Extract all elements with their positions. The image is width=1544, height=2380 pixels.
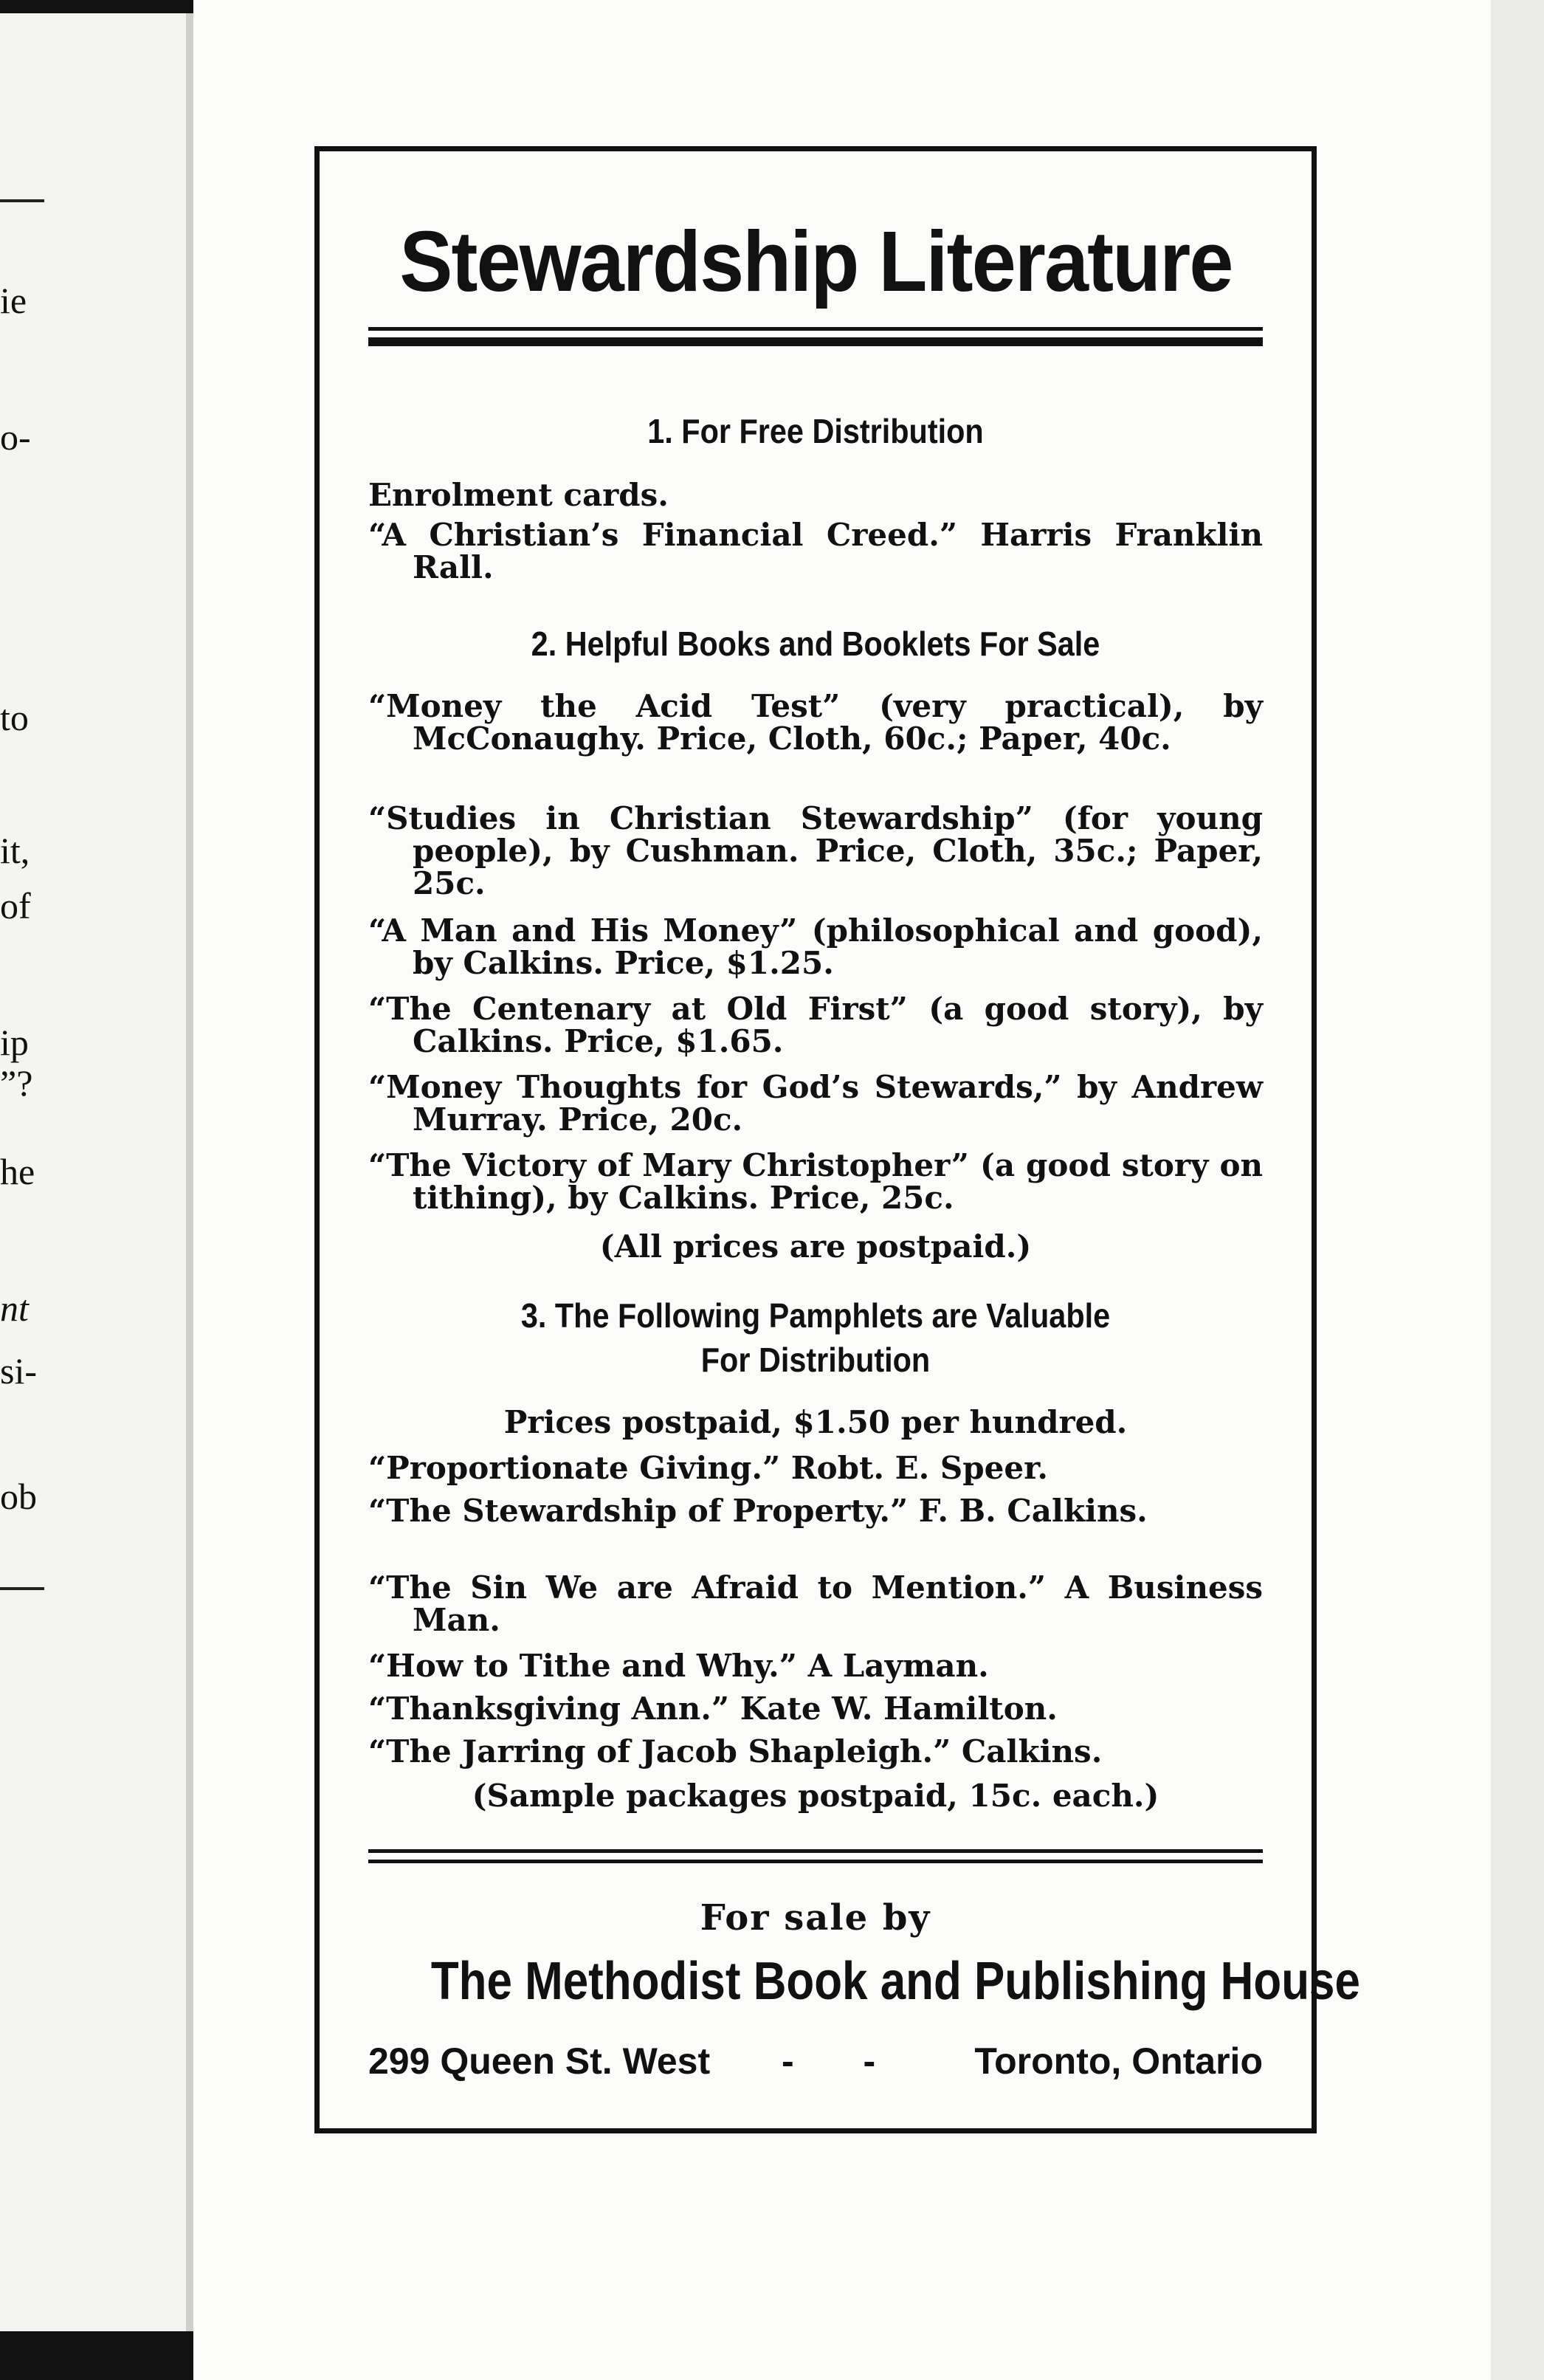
list-item: “A Man and His Money” (philosophical and good), by Calkins. Price, $1.25. (368, 912, 1263, 981)
list-item: “Thanksgiving Ann.” Kate W. Hamilton. (368, 1691, 1058, 1727)
page-title: Stewardship Literature (399, 213, 1233, 309)
left-fragment: ie (0, 280, 27, 321)
prices-note: (All prices are postpaid.) (599, 1228, 1032, 1265)
address-separator: - - (782, 2040, 906, 2082)
section-3-heading-line-2: For Distribution (700, 1341, 931, 1379)
left-fragment: he (0, 1151, 35, 1192)
section-3-heading: 3. The Following Pamphlets are Valuable (520, 1296, 1111, 1335)
facing-page (0, 13, 193, 2331)
list-item: “A Christian’s Financial Creed.” Harris Franklin Rall. (368, 517, 1263, 585)
footer-rule-top (368, 1849, 1263, 1853)
list-item: “Proportionate Giving.” Robt. E. Speer. (368, 1450, 1048, 1486)
list-item: “Money the Acid Test” (very practical), by McConaughy. Price, Cloth, 60c.; Paper, 40c. (368, 688, 1263, 757)
publisher-name: The Methodist Book and Publishing House (430, 1952, 1360, 2011)
advertisement-frame (314, 146, 1360, 2133)
list-item: “The Stewardship of Property.” F. B. Calkins. (368, 1493, 1148, 1529)
left-fragment: ip (0, 1022, 29, 1063)
page-edge (1491, 0, 1544, 2380)
list-item: “The Sin We are Afraid to Mention.” A Business Man. (368, 1569, 1263, 1638)
sample-packages-note: (Sample packages postpaid, 15c. each.) (472, 1778, 1159, 1814)
left-fragment: o- (0, 416, 31, 458)
left-rule-top (0, 199, 44, 202)
list-item: “Money Thoughts for God’s Stewards,” by Andrew Murray. Price, 20c. (368, 1069, 1263, 1138)
list-item: Enrolment cards. (368, 477, 669, 513)
list-item: “How to Tithe and Why.” A Layman. (368, 1648, 989, 1684)
left-fragment: ”? (0, 1062, 33, 1104)
left-fragment: to (0, 697, 29, 738)
section-2-heading: 2. Helpful Books and Booklets For Sale (531, 625, 1100, 663)
left-fragment: it, (0, 830, 30, 871)
left-fragment: of (0, 885, 31, 926)
city: Toronto, Ontario (974, 2040, 1263, 2082)
left-rule-bottom (0, 1587, 44, 1590)
for-sale-label: For sale by (700, 1897, 931, 1939)
list-item: “Studies in Christian Stewardship” (for young people), by Cushman. Price, Cloth, 35c.; Paper, 25c. (368, 800, 1263, 901)
left-fragment: ob (0, 1476, 37, 1517)
title-rule-thick (368, 337, 1263, 346)
list-item: “The Jarring of Jacob Shapleigh.” Calkins. (368, 1733, 1103, 1769)
left-fragment: nt (0, 1287, 29, 1329)
title-rule-thin (368, 327, 1263, 331)
section-1-heading: 1. For Free Distribution (647, 412, 984, 450)
list-item: “The Victory of Mary Christopher” (a good story on tithing), by Calkins. Price, 25c. (368, 1147, 1263, 1216)
left-fragment: si- (0, 1350, 37, 1392)
footer-rule-bottom (368, 1860, 1263, 1863)
list-item: “The Centenary at Old First” (a good story), by Calkins. Price, $1.65. (368, 991, 1263, 1059)
street-address: 299 Queen St. West (368, 2040, 711, 2082)
pamphlet-price-line: Prices postpaid, $1.50 per hundred. (503, 1404, 1128, 1440)
